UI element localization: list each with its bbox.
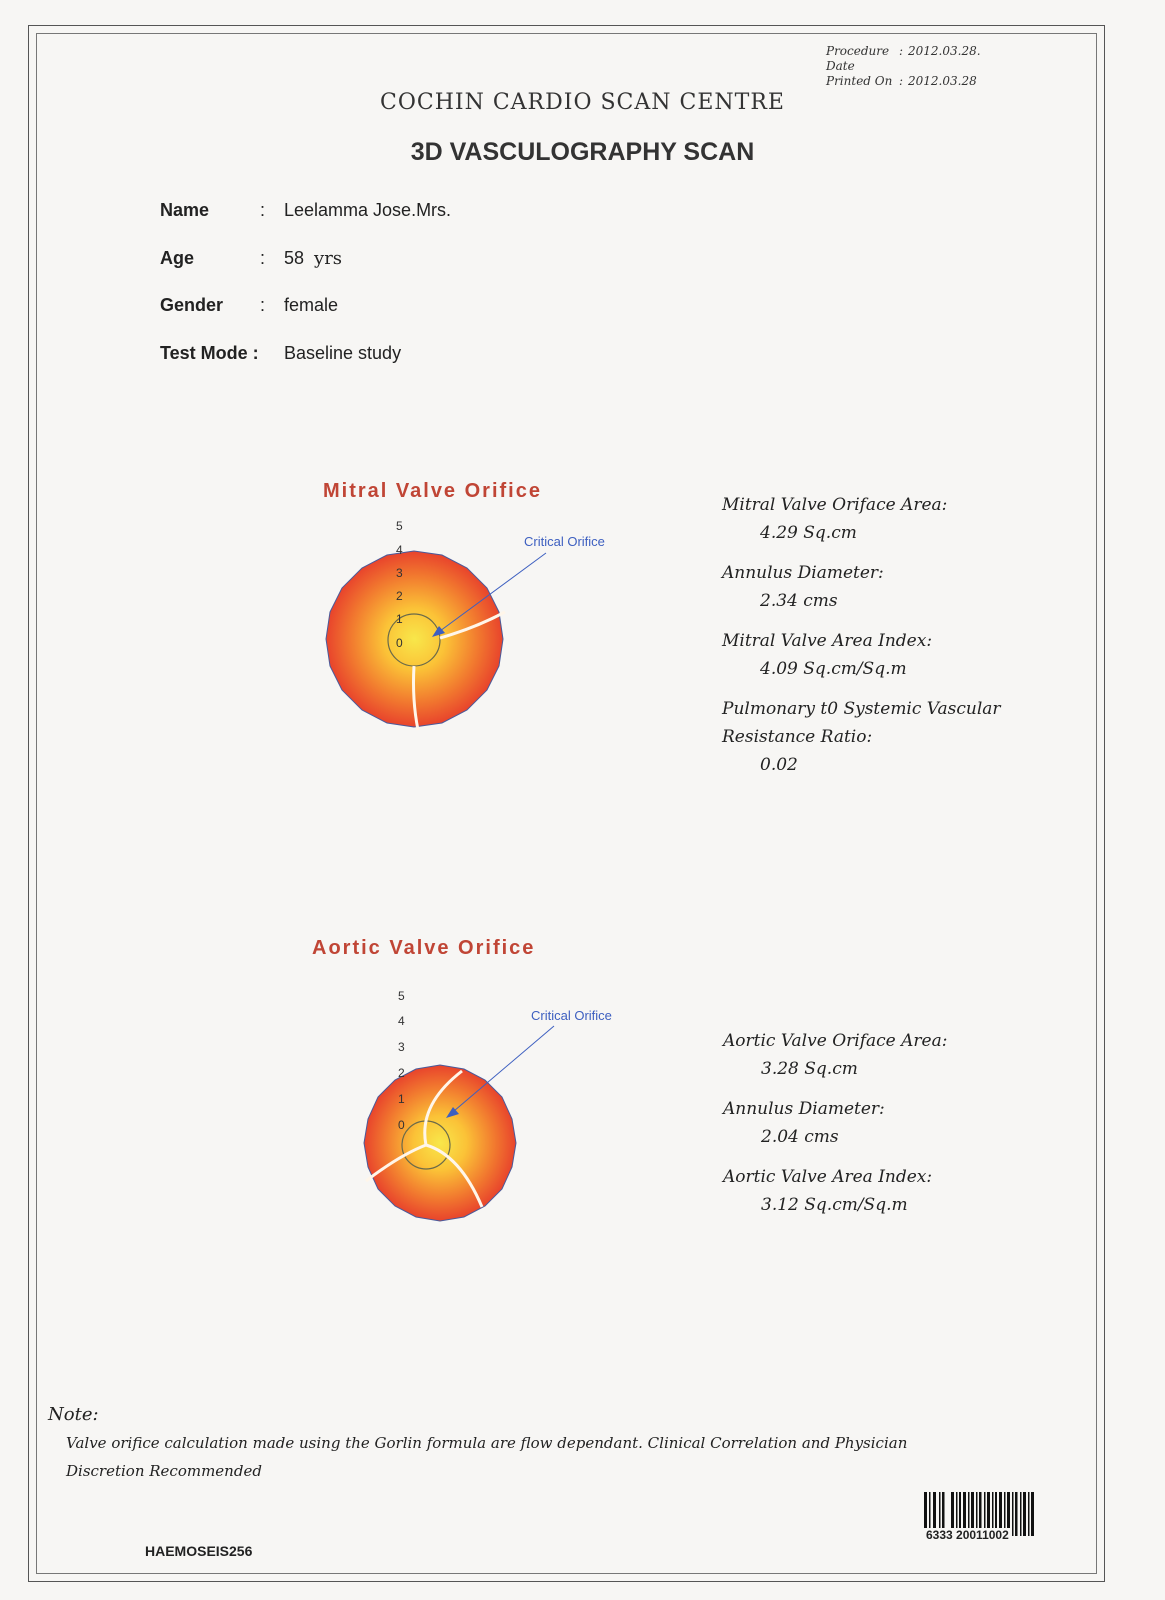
patient-age-row: Age : 58 yrs	[160, 247, 343, 269]
aortic-valve-disc	[364, 1065, 516, 1221]
aortic-tick-5: 5	[398, 989, 405, 1003]
aortic-annotation-leader	[454, 1026, 554, 1111]
procedure-date: 2012.03.28.	[908, 44, 981, 58]
aortic-annotation: Critical Orifice	[531, 1008, 612, 1023]
mitral-tick-4: 4	[396, 543, 403, 557]
age-label: Age	[160, 247, 195, 268]
printed-on-date: 2012.03.28	[908, 74, 977, 88]
note-text: Valve orifice calculation made using the Gorlin formula are flow dependant. Clinical Correlation and Physician Discretion Recommended	[66, 1434, 908, 1480]
aortic-tick-3: 3	[398, 1040, 405, 1054]
name-label: Name	[160, 200, 210, 220]
metric-item: Mitral Valve Area Index: 4.09 Sq.cm/Sq.m	[722, 631, 933, 679]
aortic-metrics	[723, 1027, 947, 1231]
printed-on-label: Printed On	[826, 74, 893, 88]
aortic-tick-2: 2	[398, 1066, 405, 1080]
mitral-tick-5: 5	[396, 519, 403, 533]
metric-item: Annulus Diameter: 2.34 cms	[722, 563, 884, 611]
centre-name: COCHIN CARDIO SCAN CENTRE	[380, 90, 785, 115]
metric-item: Aortic Valve Area Index: 3.12 Sq.cm/Sq.m	[723, 1167, 933, 1215]
mitral-annotation: Critical Orifice	[524, 534, 605, 549]
mitral-tick-3: 3	[396, 566, 403, 580]
test-mode: Baseline study	[284, 342, 402, 363]
aortic-tick-1: 1	[398, 1092, 405, 1106]
patient-age: 58	[284, 247, 305, 268]
procedure-date-label: Procedure Date	[826, 44, 890, 73]
patient-info	[160, 200, 451, 390]
mitral-chart-title: Mitral Valve Orifice	[323, 480, 542, 502]
note-title: Note:	[48, 1404, 99, 1425]
mitral-tick-1: 1	[396, 612, 403, 626]
aortic-tick-4: 4	[398, 1014, 405, 1028]
aortic-valve-chart	[320, 989, 660, 1235]
patient-name: Leelamma Jose.Mrs.	[284, 200, 452, 220]
age-unit: yrs	[314, 247, 343, 269]
mitral-tick-0: 0	[396, 636, 403, 650]
footer-logo: HAEMOSEIS256	[145, 1543, 253, 1559]
mitral-tick-2: 2	[396, 589, 403, 603]
gender-label: Gender	[160, 295, 224, 315]
aortic-chart-title: Aortic Valve Orifice	[312, 937, 536, 959]
patient-name-row: Name : Leelamma Jose.Mrs.	[160, 200, 452, 220]
mitral-metrics	[722, 491, 1002, 791]
metric-item: Aortic Valve Oriface Area: 3.28 Sq.cm	[723, 1031, 948, 1079]
test-mode-row	[160, 343, 451, 391]
metric-item: Mitral Valve Oriface Area: 4.29 Sq.cm	[722, 495, 948, 543]
scan-title: 3D VASCULOGRAPHY SCAN	[410, 138, 755, 166]
barcode-number: 6333 20011002	[926, 1528, 1009, 1542]
date-block: Procedure Date : 2012.03.28. Printed On : 2012.03.28	[826, 44, 981, 88]
mitral-valve-chart	[300, 520, 640, 760]
metric-item: Pulmonary t0 Systemic Vascular Resistance Ratio: 0.02	[722, 699, 1001, 775]
metric-item: Annulus Diameter: 2.04 cms	[723, 1099, 885, 1147]
aortic-tick-0: 0	[398, 1118, 405, 1132]
patient-gender-row: Gender : female	[160, 295, 339, 315]
test-mode-label: Test Mode :	[160, 342, 259, 363]
patient-gender: female	[284, 295, 339, 315]
